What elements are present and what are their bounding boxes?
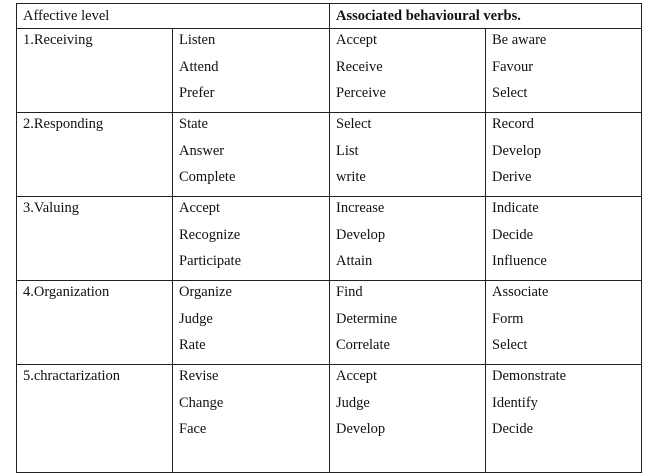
- verb: Associate: [492, 284, 549, 300]
- verb: Correlate: [336, 337, 390, 354]
- verb: State: [179, 116, 208, 132]
- level-cell: [17, 197, 173, 281]
- verb-cell: [173, 113, 330, 197]
- verb: Identify: [492, 394, 538, 411]
- verb: Determine: [336, 310, 398, 327]
- verb: Record: [492, 116, 534, 132]
- verb: Judge: [336, 394, 370, 411]
- verb: Judge: [179, 310, 213, 327]
- verb: Decide: [492, 421, 534, 438]
- level-name: 5.chractarization: [23, 368, 121, 384]
- verb-cell: [486, 281, 642, 365]
- verb: write: [336, 169, 366, 186]
- verb: Participate: [179, 253, 242, 270]
- verb-cell: [173, 281, 330, 365]
- level-name: 4.Organization: [23, 284, 110, 300]
- behavioural-verbs-header: Associated behavioural verbs.: [330, 4, 642, 29]
- level-cell: [17, 113, 173, 197]
- verb: Increase: [336, 200, 385, 216]
- verb-cell: [486, 365, 642, 473]
- verb: Organize: [179, 284, 232, 300]
- level-name: 2.Responding: [23, 116, 104, 132]
- verb: Prefer: [179, 85, 215, 102]
- verb: Answer: [179, 142, 225, 159]
- verb: Decide: [492, 226, 534, 243]
- verb: Accept: [179, 200, 221, 216]
- level-cell: [17, 29, 173, 113]
- verb: Form: [492, 310, 524, 327]
- verb: Attend: [179, 58, 219, 75]
- table-header-row: [17, 4, 642, 29]
- table-row: [17, 29, 642, 113]
- verb: Perceive: [336, 85, 386, 102]
- verb: Change: [179, 394, 224, 411]
- verb-cell: [330, 29, 486, 113]
- verb: Be aware: [492, 32, 547, 48]
- verb-cell: [330, 113, 486, 197]
- table-row: [17, 365, 642, 473]
- level-name: 1.Receiving: [23, 32, 93, 48]
- verb: Select: [492, 337, 528, 354]
- verb-cell: [330, 197, 486, 281]
- verb-cell: [330, 281, 486, 365]
- table-row: [17, 281, 642, 365]
- affective-verbs-table: [16, 3, 642, 473]
- verb-cell: [486, 113, 642, 197]
- verb-cell: [486, 29, 642, 113]
- verb: Select: [492, 85, 528, 102]
- verb: Develop: [336, 421, 386, 438]
- verb-cell: [173, 365, 330, 473]
- verb-cell: [486, 197, 642, 281]
- table-row: [17, 197, 642, 281]
- verb: Demonstrate: [492, 368, 567, 384]
- table-row: [17, 113, 642, 197]
- verb: Indicate: [492, 200, 539, 216]
- verb: Recognize: [179, 226, 241, 243]
- verb: Favour: [492, 58, 534, 75]
- verb: Revise: [179, 368, 219, 384]
- verb: Receive: [336, 58, 383, 75]
- verb: Select: [336, 116, 372, 132]
- level-name: 3.Valuing: [23, 200, 79, 216]
- verb: Develop: [492, 142, 542, 159]
- verb-cell: [173, 29, 330, 113]
- verb-cell: [330, 365, 486, 473]
- verb: Rate: [179, 337, 206, 354]
- verb: Attain: [336, 253, 373, 270]
- verb: Influence: [492, 253, 547, 270]
- verb-cell: [173, 197, 330, 281]
- verb: Accept: [336, 368, 378, 384]
- verb: Accept: [336, 32, 378, 48]
- verb: List: [336, 142, 359, 159]
- verb: Find: [336, 284, 363, 300]
- level-cell: [17, 281, 173, 365]
- verb: Complete: [179, 169, 236, 186]
- verb: Face: [179, 421, 207, 438]
- level-cell: [17, 365, 173, 473]
- affective-level-header: Affective level: [17, 4, 330, 29]
- verb: Derive: [492, 169, 532, 186]
- verb: Develop: [336, 226, 386, 243]
- verb: Listen: [179, 32, 216, 48]
